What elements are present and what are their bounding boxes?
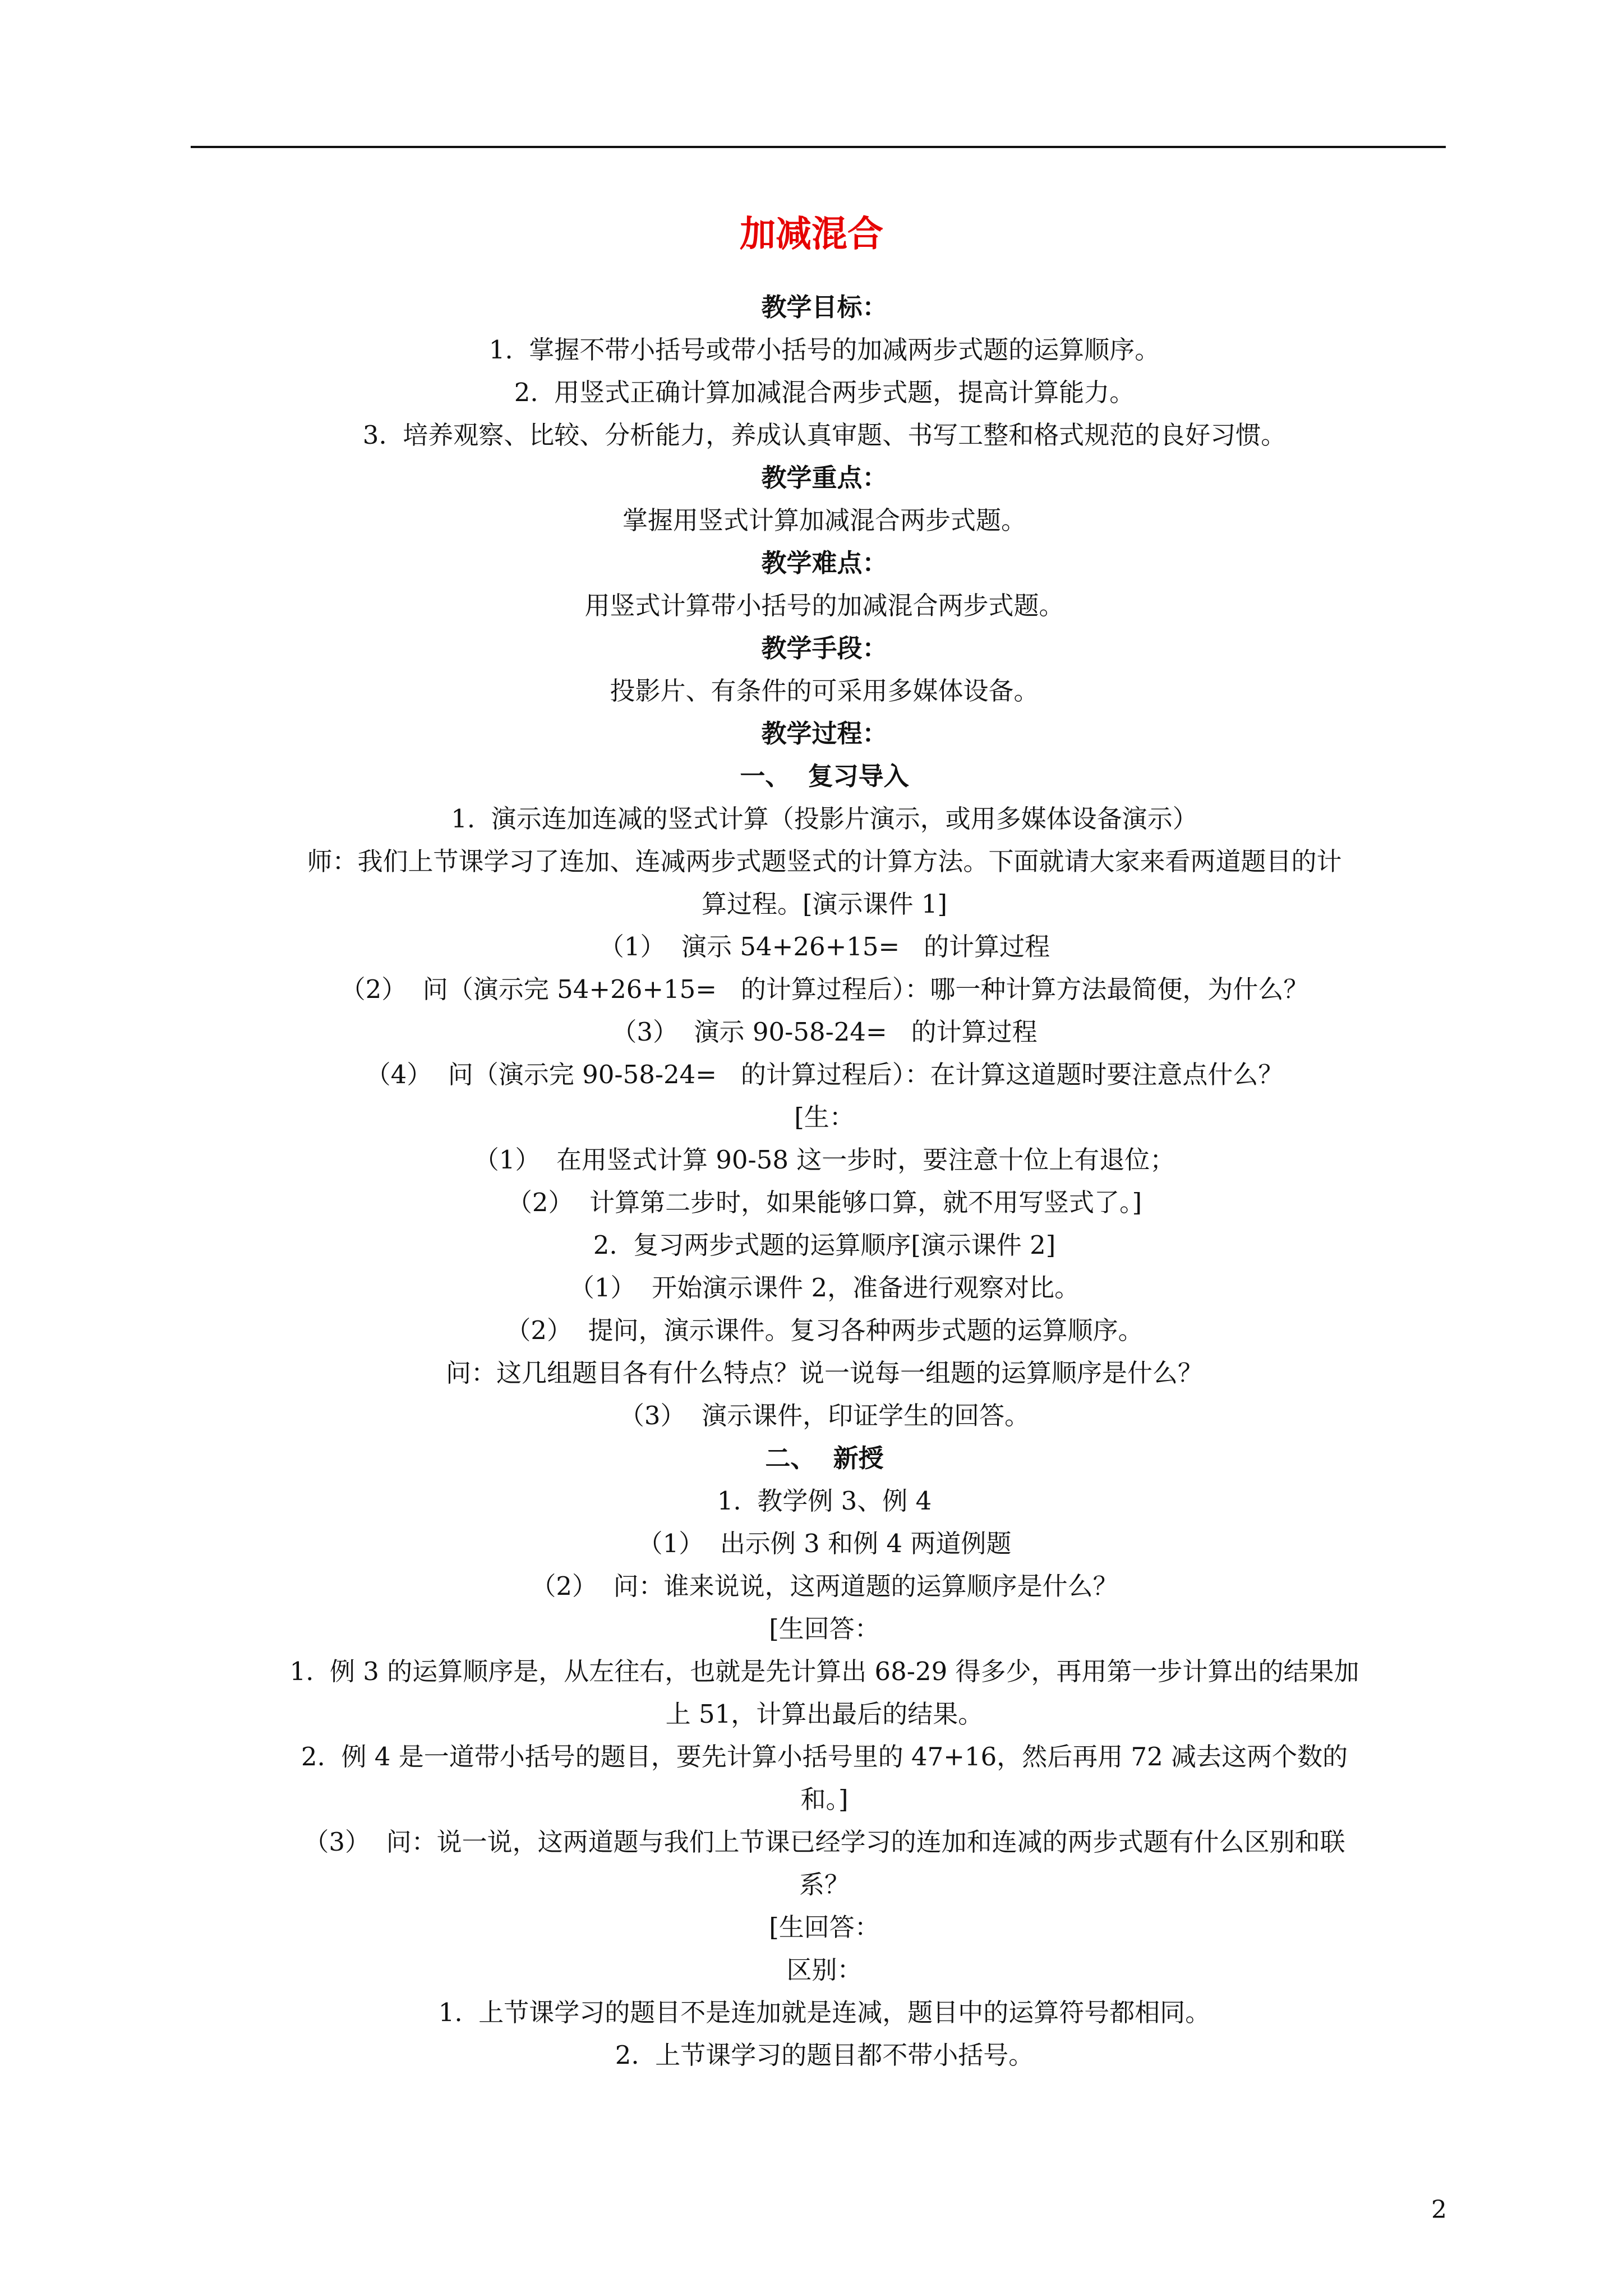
text-line: 1. 掌握不带小括号或带小括号的加减两步式题的运算顺序。 (488, 335, 1160, 365)
section-heading: 教学难点： (761, 548, 888, 578)
section-heading: 教学重点： (761, 463, 888, 493)
text-line: （2） 问：谁来说说，这两道题的运算顺序是什么？ (531, 1571, 1118, 1601)
text-line: 上 51，计算出最后的结果。 (665, 1699, 984, 1729)
section-heading: 教学手段： (761, 633, 888, 663)
text-line: （2） 问（演示完 54+26+15= 的计算过程后）：哪一种计算方法最简便，为什么？ (340, 974, 1309, 1004)
text-line: 1. 教学例 3、例 4 (717, 1486, 932, 1516)
page-number: 2 (1431, 2196, 1447, 2224)
text-line: （2） 提问，演示课件。复习各种两步式题的运算顺序。 (505, 1315, 1144, 1345)
text-line: 和。] (800, 1784, 849, 1814)
text-line: （4） 问（演示完 90-58-24= 的计算过程后）：在计算这道题时要注意点什么？ (365, 1060, 1284, 1089)
page-title: 加减混合 (740, 213, 883, 255)
text-line: （1） 演示 54+26+15= 的计算过程 (598, 932, 1050, 961)
text-line: （3） 演示 90-58-24= 的计算过程 (611, 1017, 1038, 1047)
text-line: 3. 培养观察、比较、分析能力，养成认真审题、书写工整和格式规范的良好习惯。 (362, 420, 1287, 450)
text-line: 1. 演示连加连减的竖式计算（投影片演示，或用多媒体设备演示） (451, 804, 1198, 834)
text-line: 2. 复习两步式题的运算顺序[演示课件 2] (593, 1230, 1056, 1260)
text-line: 2. 上节课学习的题目都不带小括号。 (615, 2040, 1034, 2070)
text-line: 1. 例 3 的运算顺序是，从左往右，也就是先计算出 68-29 得多少，再用第一步计算出的结果加 (289, 1657, 1359, 1686)
text-line: [生回答： (769, 1614, 880, 1644)
text-line: [生： (794, 1102, 855, 1132)
text-line: 算过程。[演示课件 1] (701, 889, 948, 919)
text-line: 掌握用竖式计算加减混合两步式题。 (622, 505, 1026, 535)
text-line: 问：这几组题目各有什么特点？说一说每一组题的运算顺序是什么？ (445, 1358, 1203, 1388)
section-heading: 一、 复习导入 (740, 761, 909, 791)
text-line: 2. 例 4 是一道带小括号的题目，要先计算小括号里的 47+16，然后再用 72 减去这两个数的 (301, 1742, 1348, 1772)
text-line: （2） 计算第二步时，如果能够口算，就不用写竖式了。] (506, 1188, 1142, 1217)
text-line: （3） 演示课件，印证学生的回答。 (619, 1401, 1030, 1430)
section-heading: 教学过程： (761, 719, 888, 748)
section-heading: 教学目标： (761, 292, 888, 322)
header-rule (191, 146, 1446, 148)
text-line: 系？ (799, 1870, 850, 1899)
text-line: （1） 在用竖式计算 90-58 这一步时，要注意十位上有退位； (473, 1145, 1175, 1175)
text-line: 区别： (786, 1955, 863, 1985)
text-line: 用竖式计算带小括号的加减混合两步式题。 (584, 591, 1064, 620)
text-line: 1. 上节课学习的题目不是连加就是连减，题目中的运算符号都相同。 (438, 1998, 1211, 2027)
text-line: 2. 用竖式正确计算加减混合两步式题，提高计算能力。 (514, 378, 1135, 407)
text-line: （1） 开始演示课件 2，准备进行观察对比。 (569, 1273, 1080, 1303)
section-heading: 二、 新授 (765, 1443, 884, 1473)
text-line: 师：我们上节课学习了连加、连减两步式题竖式的计算方法。下面就请大家来看两道题目的计 (307, 846, 1342, 876)
document-body (224, 286, 1424, 2077)
text-line: 投影片、有条件的可采用多媒体设备。 (610, 676, 1039, 706)
text-line: （1） 出示例 3 和例 4 两道例题 (637, 1529, 1012, 1558)
text-line: [生回答： (769, 1912, 880, 1942)
text-line: （3） 问：说一说，这两道题与我们上节课已经学习的连加和连减的两步式题有什么区别和联 (303, 1827, 1345, 1857)
